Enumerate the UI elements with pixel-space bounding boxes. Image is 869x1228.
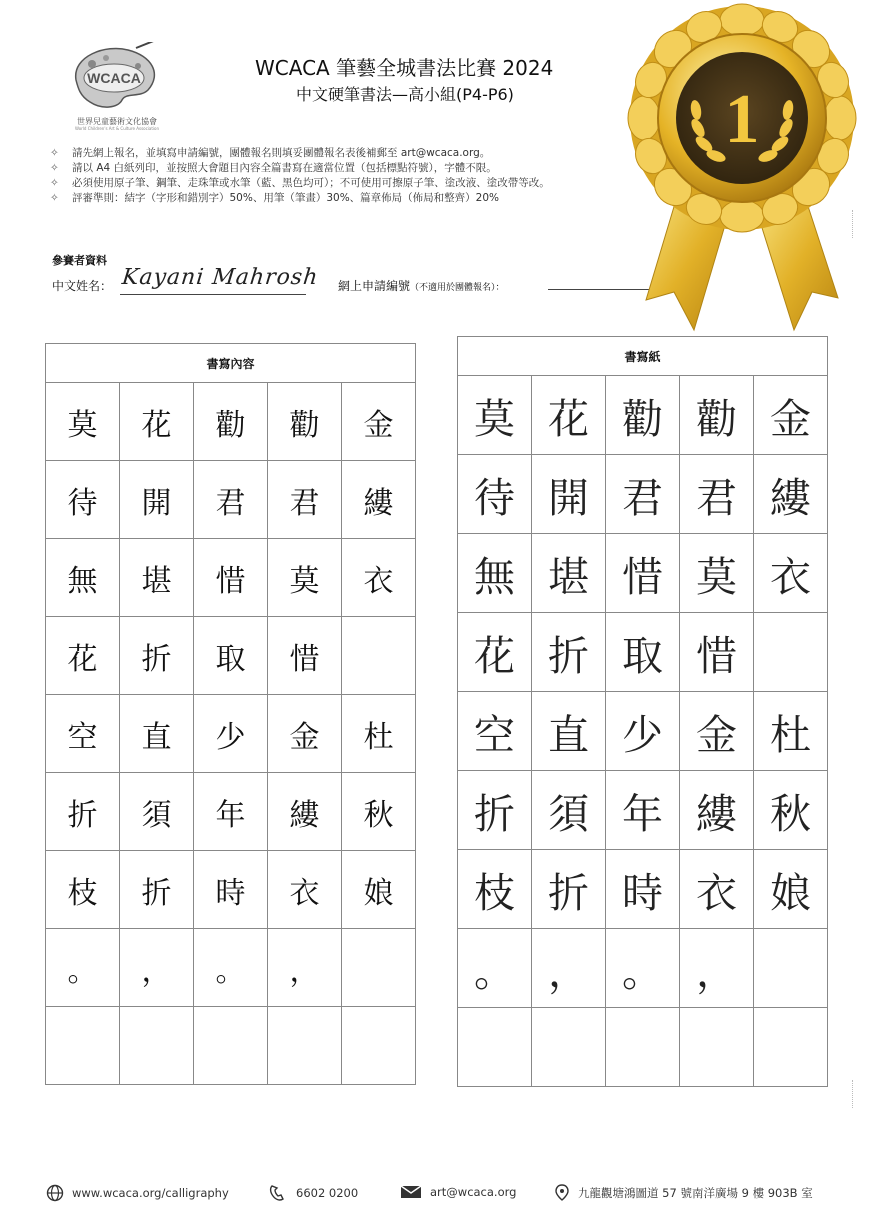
grid-cell: 杜 [342,695,416,773]
grid-cell [342,617,416,695]
handwritten-cell: 縷 [680,771,754,850]
grid-cell: 折 [120,851,194,929]
grid-cell: 花 [46,617,120,695]
table-row [458,771,828,850]
handwritten-cell: 娘 [754,850,828,929]
handwritten-cell: 君 [680,455,754,534]
grid-cell: 折 [46,773,120,851]
table-row [46,539,416,617]
registration-label: 網上申請編號（不適用於團體報名）： [338,279,505,293]
instruction-item: ✧ 請先網上報名，並填寫申請編號，團體報名則填妥團體報名表後補郵至 art@wcaca.org。 [50,147,491,159]
handwritten-cell: 花 [458,613,532,692]
footer-email[interactable]: art@wcaca.org [400,1184,516,1200]
grid-cell [120,1007,194,1085]
handwritten-cell [532,1008,606,1087]
page-title: WCACA 筆藝全城書法比賽 2024 [255,56,554,80]
grid-cell: 惜 [194,539,268,617]
table-row [458,534,828,613]
footer-phone[interactable]: 6602 0200 [268,1184,358,1202]
handwritten-cell: 。 [458,929,532,1008]
handwritten-cell: 勸 [606,376,680,455]
mail-icon [400,1184,422,1200]
handwritten-cell: 縷 [754,455,828,534]
grid-cell: 惜 [268,617,342,695]
table-row [458,613,828,692]
handwritten-cell: 開 [532,455,606,534]
grid-cell: 須 [120,773,194,851]
handwritten-cell: 取 [606,613,680,692]
grid-cell: 勸 [194,383,268,461]
diamond-bullet-icon: ✧ [50,162,59,174]
grid-cell: 開 [120,461,194,539]
grid-cell [342,1007,416,1085]
grid-cell: 娘 [342,851,416,929]
table-row [46,383,416,461]
handwritten-cell: 時 [606,850,680,929]
grid-cell: 待 [46,461,120,539]
footer [46,1184,846,1204]
grid-cell: 時 [194,851,268,929]
handwritten-cell [680,1008,754,1087]
table-row [458,455,828,534]
grid-cell: 金 [342,383,416,461]
handwritten-cell [754,1008,828,1087]
first-place-medal [616,0,869,335]
handwritten-cell: 堪 [532,534,606,613]
handwritten-cell: 惜 [606,534,680,613]
diamond-bullet-icon: ✧ [50,192,59,204]
handwritten-cell: 年 [606,771,680,850]
logo-caption-en: World Children's Art & Culture Association [74,126,160,131]
handwritten-cell: 金 [680,692,754,771]
grid-cell: 。 [194,929,268,1007]
table-row [458,850,828,929]
handwritten-cell: 折 [532,613,606,692]
name-value-handwritten: Kayani Mahrosh [120,265,320,290]
table-row [458,1008,828,1087]
table-row [46,929,416,1007]
handwritten-cell: 金 [754,376,828,455]
grid-cell: 年 [194,773,268,851]
grid-cell: 秋 [342,773,416,851]
phone-icon [268,1184,288,1202]
handwritten-cell [754,929,828,1008]
handwritten-cell: 無 [458,534,532,613]
handwritten-cell: 折 [532,850,606,929]
grid-cell: ， [268,929,342,1007]
grid-cell: 花 [120,383,194,461]
handwritten-cell: 空 [458,692,532,771]
grid-cell [194,1007,268,1085]
handwritten-cell: 衣 [680,850,754,929]
instruction-item: ✧ 請以 A4 白紙列印，並按照大會題目內容全篇書寫在適當位置（包括標點符號），字體不限。 [50,162,497,174]
table-row [46,617,416,695]
participant-heading: 參賽者資料 [52,254,107,267]
handwritten-cell: 。 [606,929,680,1008]
grid-cell: 君 [268,461,342,539]
diamond-bullet-icon: ✧ [50,177,59,189]
handwritten-cell: ， [532,929,606,1008]
grid-cell [342,929,416,1007]
grid-cell: 。 [46,929,120,1007]
grid-cell: 莫 [46,383,120,461]
table-row [46,851,416,929]
grid-cell: 少 [194,695,268,773]
handwritten-cell: 秋 [754,771,828,850]
grid-cell: 君 [194,461,268,539]
handwritten-cell [606,1008,680,1087]
grid-cell [46,1007,120,1085]
handwritten-cell: 直 [532,692,606,771]
handwritten-cell: 花 [532,376,606,455]
svg-text:WCACA: WCACA [87,70,141,86]
handwritten-cell: 杜 [754,692,828,771]
handwritten-cell [458,1008,532,1087]
content-table [45,343,416,1085]
grid-cell: 折 [120,617,194,695]
grid-cell: 勸 [268,383,342,461]
handwritten-cell: 枝 [458,850,532,929]
grid-cell: 金 [268,695,342,773]
grid-cell: 空 [46,695,120,773]
globe-icon [46,1184,64,1202]
svg-text:1: 1 [724,81,760,158]
grid-cell: 無 [46,539,120,617]
table-row [46,461,416,539]
footer-website[interactable]: www.wcaca.org/calligraphy [46,1184,229,1202]
table-row [458,929,828,1008]
handwritten-cell: 衣 [754,534,828,613]
writing-table [457,336,828,1087]
handwritten-cell: 少 [606,692,680,771]
wcaca-logo [52,42,182,132]
handwritten-cell: 惜 [680,613,754,692]
scan-mark [852,1080,863,1108]
handwritten-cell: 折 [458,771,532,850]
name-underline [120,294,306,295]
logo-caption-zh: 世界兒童藝術文化協會 [77,117,157,126]
instruction-item: ✧ 評審準則：結字（字形和錯別字）50%、用筆（筆畫）30%、篇章佈局（佈局和整齊）20% [50,192,500,204]
table-row [46,773,416,851]
grid-cell: 莫 [268,539,342,617]
grid-cell: 直 [120,695,194,773]
handwritten-cell [754,613,828,692]
handwritten-cell: 勸 [680,376,754,455]
handwritten-cell: 莫 [680,534,754,613]
palette-logo-icon [66,42,166,114]
instruction-item: ✧ 必須使用原子筆、鋼筆、走珠筆或水筆（藍、黑色均可）；不可使用可擦原子筆、塗改液、塗改帶等改。 [50,177,550,189]
grid-cell: 縷 [342,461,416,539]
handwritten-cell: 莫 [458,376,532,455]
location-pin-icon [554,1184,570,1202]
handwritten-cell: 須 [532,771,606,850]
table-row [458,376,828,455]
grid-cell: 縷 [268,773,342,851]
grid-cell: 衣 [342,539,416,617]
footer-address: 九龍觀塘鴻圖道 57 號南洋廣場 9 樓 903B 室 [554,1184,813,1202]
table-row [46,1007,416,1085]
page-subtitle: 中文硬筆書法—高小組(P4-P6) [296,85,514,104]
grid-cell: 堪 [120,539,194,617]
content-table-header: 書寫內容 [46,344,416,383]
grid-cell: ， [120,929,194,1007]
writing-table-header: 書寫紙 [458,337,828,376]
handwritten-cell: 待 [458,455,532,534]
handwritten-cell: ， [680,929,754,1008]
grid-cell: 枝 [46,851,120,929]
diamond-bullet-icon: ✧ [50,147,59,159]
grid-cell: 取 [194,617,268,695]
grid-cell: 衣 [268,851,342,929]
table-row [458,692,828,771]
instructions-list [50,146,670,206]
handwritten-cell: 君 [606,455,680,534]
table-row [46,695,416,773]
grid-cell [268,1007,342,1085]
name-label: 中文姓名： [52,279,113,293]
medal-ribbon-icon [616,0,869,335]
